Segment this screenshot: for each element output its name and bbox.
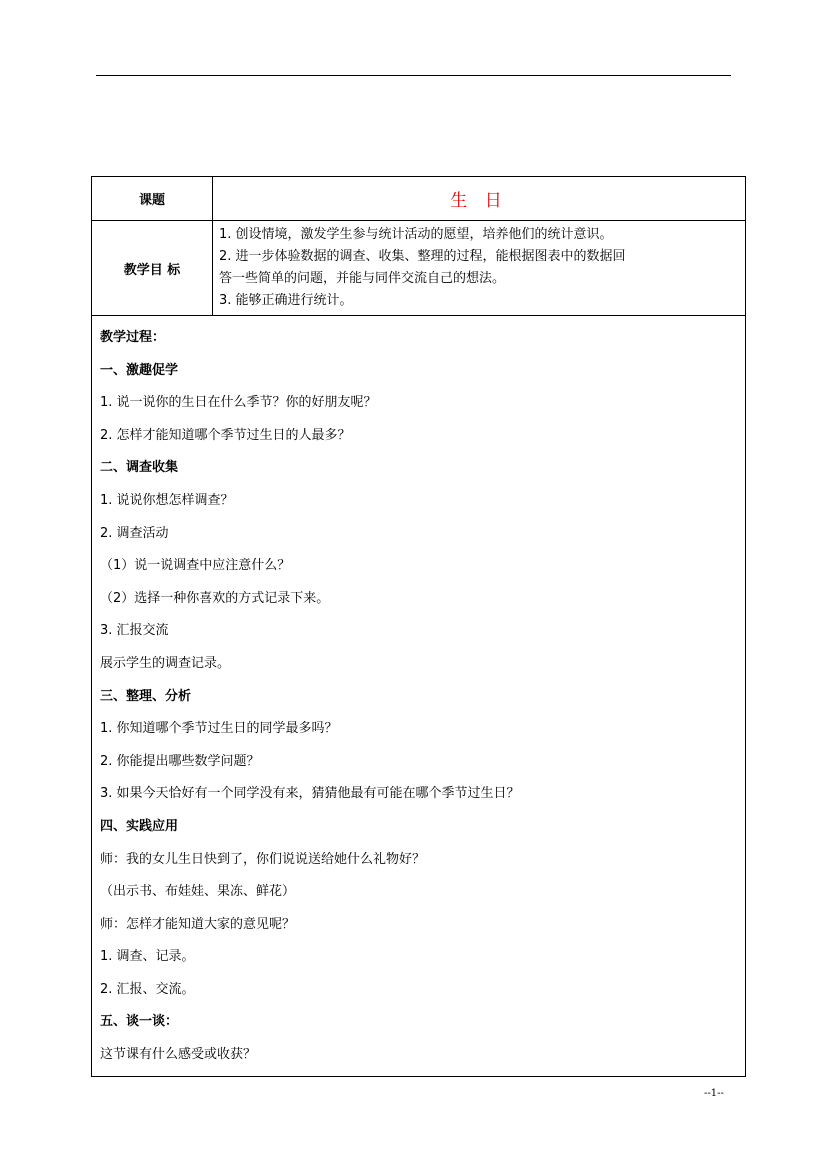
process-line: 1. 调查、记录。 xyxy=(100,949,195,965)
goal-line: 1. 创设情境，激发学生参与统计活动的愿望，培养他们的统计意识。 xyxy=(219,227,613,242)
process-line: 2. 你能提出哪些数学问题？ xyxy=(100,753,260,769)
process-line: （1）说一说调查中应注意什么？ xyxy=(100,558,291,574)
topic-title: 生 日 xyxy=(450,191,508,211)
goals-cell xyxy=(213,221,746,316)
section-heading: 三、整理、分析 xyxy=(100,688,192,704)
goal-line: 3. 能够正确进行统计。 xyxy=(219,293,353,308)
process-line: 2. 调查活动 xyxy=(100,525,169,541)
process-list xyxy=(100,322,737,1072)
process-line: 3. 如果今天恰好有一个同学没有来，猜猜他最有可能在哪个季节过生日？ xyxy=(100,786,520,802)
process-line: 3. 汇报交流 xyxy=(100,623,169,639)
goal-line: 答一些简单的问题，并能与同伴交流自己的想法。 xyxy=(219,271,506,286)
process-line: 2. 怎样才能知道哪个季节过生日的人最多？ xyxy=(100,427,351,443)
goals-label-cell xyxy=(92,221,213,316)
topic-row xyxy=(92,177,746,221)
process-line: 1. 说一说你的生日在什么季节？你的好朋友呢？ xyxy=(100,395,377,411)
goals-label: 教学目 标 xyxy=(123,262,181,278)
header-rule xyxy=(96,75,731,76)
goals-row xyxy=(92,221,746,316)
lesson-plan-table xyxy=(91,176,746,1077)
page-number: --1-- xyxy=(704,1088,724,1099)
section-heading: 一、激趣促学 xyxy=(100,362,179,378)
section-heading: 教学过程： xyxy=(100,330,166,345)
topic-title-cell xyxy=(213,177,746,221)
process-line: 展示学生的调查记录。 xyxy=(100,655,231,671)
process-row xyxy=(92,316,746,1077)
process-cell xyxy=(92,316,746,1077)
process-line: （出示书、布娃娃、果冻、鲜花） xyxy=(100,884,296,900)
section-heading: 二、调查收集 xyxy=(100,460,179,476)
process-line: 这节课有什么感受或收获？ xyxy=(100,1047,257,1063)
topic-label: 课题 xyxy=(138,193,165,208)
process-line: 1. 说说你想怎样调查？ xyxy=(100,492,234,508)
goal-line: 2. 进一步体验数据的调查、收集、整理的过程，能根据图表中的数据回 xyxy=(219,249,626,264)
process-line: 1. 你知道哪个季节过生日的同学最多吗？ xyxy=(100,721,338,737)
process-line: 2. 汇报、交流。 xyxy=(100,981,195,997)
process-line: 师：怎样才能知道大家的意见呢？ xyxy=(100,916,296,932)
process-line: 师：我的女儿生日快到了，你们说说送给她什么礼物好？ xyxy=(100,851,426,867)
topic-label-cell xyxy=(92,177,213,221)
section-heading: 五、谈一谈： xyxy=(100,1014,179,1030)
process-line: （2）选择一种你喜欢的方式记录下来。 xyxy=(100,590,330,606)
section-heading: 四、实践应用 xyxy=(100,818,179,834)
